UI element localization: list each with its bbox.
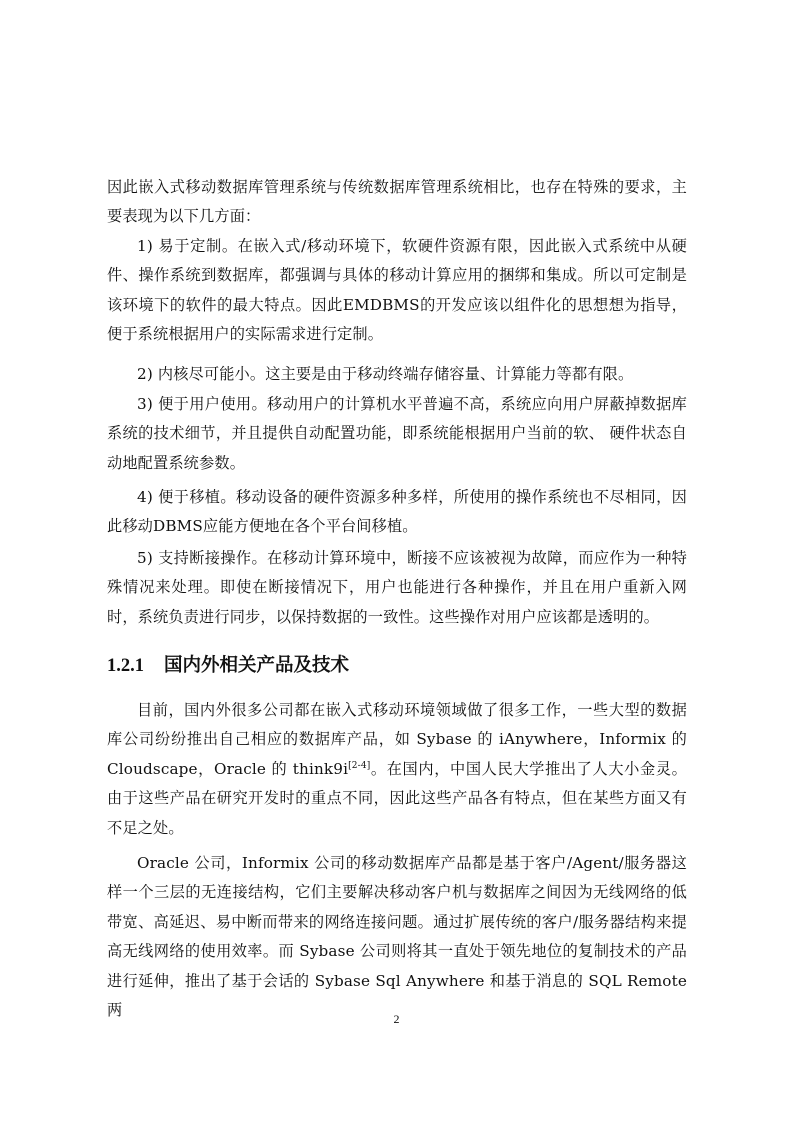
- citation-ref: [2-4]: [348, 760, 371, 771]
- paragraph-item-5: 5) 支持断接操作。在移动计算环境中，断接不应该被视为故障，而应作为一种特殊情况来处理。即使在断接情况下，用户也能进行各种操作，并且在用户重新入网时，系统负责进行同步，以保持数据的一致性。这些操作对用户应该都是透明的。: [107, 549, 687, 626]
- paragraph-products: [107, 696, 687, 843]
- paragraph-item-1: 1) 易于定制。在嵌入式/移动环境下，软硬件资源有限，因此嵌入式系统中从硬件、操作系统到数据库，都强调与具体的移动计算应用的捆绑和集成。所以可定制是该环境下的软件的最大特点。因此EMDBMS的开发应该以组件化的思想想为指导，便于系统根据用户的实际需求进行定制。: [107, 237, 687, 344]
- paragraph-item-2: 2) 内核尽可能小。这主要是由于移动终端存储容量、计算能力等都有限。: [137, 365, 634, 383]
- section-title: 国内外相关产品及技术: [164, 655, 350, 676]
- section-heading: [107, 652, 349, 680]
- paragraph-intro: 因此嵌入式移动数据库管理系统与传统数据库管理系统相比，也存在特殊的要求，主要表现为以下几方面：: [107, 178, 687, 226]
- page-number: 2: [393, 1012, 400, 1026]
- paragraph-products-text-a: 目前，国内外很多公司都在嵌入式移动环境领域做了很多工作，一些大型的数据库公司纷纷推出自己相应的数据库产品，如 Sybase 的 iAnywhere，Informix 的 Cloudscape，Oracle 的 think9i: [107, 701, 687, 778]
- paragraph-item-4: 4) 便于移植。移动设备的硬件资源多种多样，所使用的操作系统也不尽相同，因此移动DBMS应能方便地在各个平台间移植。: [107, 488, 687, 536]
- paragraph-oracle-informix: Oracle 公司，Informix 公司的移动数据库产品都是基于客户/Agent/服务器这样一个三层的无连接结构，它们主要解决移动客户机与数据库之间因为无线网络的低带宽、高延迟、易中断而带来的网络连接问题。通过扩展传统的客户/服务器结构来提高无线网络的使用效率。而 Sybase 公司则将其一直处于领先地位的复制技术的产品进行延伸，推出了基于会话的 Sybase Sql Anywhere 和基于消息的 SQL Remote 两: [107, 854, 687, 1020]
- section-number: 1.2.1: [107, 656, 144, 676]
- paragraph-products-text-b: 。在国内，中国人民大学推出了人大小金灵。由于这些产品在研究开发时的重点不同，因此这些产品各有特点，但在某些方面又有不足之处。: [107, 759, 687, 837]
- paragraph-item-3: 3) 便于用户使用。移动用户的计算机水平普遍不高，系统应向用户屏蔽掉数据库系统的技术细节，并且提供自动配置功能，即系统能根据用户当前的软、 硬件状态自动地配置系统参数。: [107, 395, 687, 472]
